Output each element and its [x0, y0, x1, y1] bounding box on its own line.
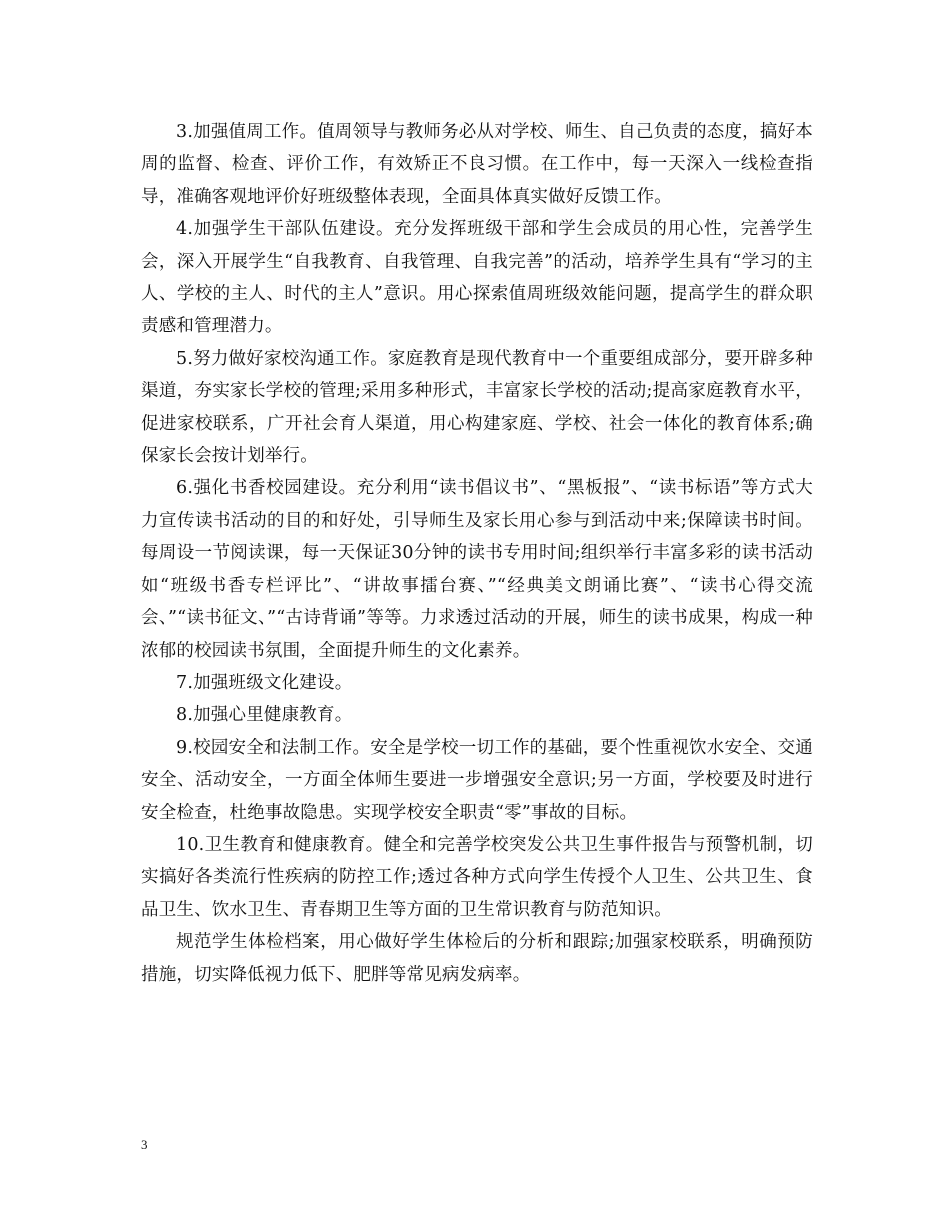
paragraph-home-school: 5.努力做好家校沟通工作。家庭教育是现代教育中一个重要组成部分，要开辟多种渠道，夯实家长学校的管理;采用多种形式，丰富家长学校的活动;提高家庭教育水平，促进家校联系，广开社会育人渠道，用心构建家庭、学校、社会一体化的教育体系;确保家长会按计划举行。 [141, 348, 813, 467]
page-number: 3 [141, 1137, 148, 1152]
paragraph-duty-week: 3.加强值周工作。值周领导与教师务必从对学校、师生、自己负责的态度，搞好本周的监督、检查、评价工作，有效矫正不良习惯。在工作中，每一天深入一线检查指导，准确客观地评价好班级整体表现，全面具体真实做好反馈工作。 [141, 122, 813, 207]
paragraph-mental-health: 8.加强心里健康教育。 [176, 705, 353, 726]
paragraph-campus-safety: 9.校园安全和法制工作。安全是学校一切工作的基础，要个性重视饮水安全、交通安全、活动安全，一方面全体师生要进一步增强安全意识;另一方面，学校要及时进行安全检查，杜绝事故隐患。实现学校安全职责“零”事故的目标。 [141, 737, 813, 823]
document-body [141, 116, 813, 991]
paragraph-physical-exam: 规范学生体检档案，用心做好学生体检后的分析和跟踪;加强家校联系，明确预防措施，切实降低视力低下、肥胖等常见病发病率。 [141, 932, 813, 985]
paragraph-health-education: 10.卫生教育和健康教育。健全和完善学校突发公共卫生事件报告与预警机制，切实搞好各类流行性疾病的防控工作;透过各种方式向学生传授个人卫生、公共卫生、食品卫生、饮水卫生、青春期卫生等方面的卫生常识教育与防范知识。 [141, 834, 813, 920]
paragraph-reading-campus: 6.强化书香校园建设。充分利用“读书倡议书”、“黑板报”、“读书标语”等方式大力宣传读书活动的目的和好处，引导师生及家长用心参与到活动中来;保障读书时间。每周设一节阅读课，每一天保证30分钟的读书专用时间;组织举行丰富多彩的读书活动如“班级书香专栏评比”、“讲故事擂台赛、”“经典美文朗诵比赛”、“读书心得交流会、”“读书征文、”“古诗背诵”等等。力求透过活动的开展，师生的读书成果，构成一种浓郁的校园读书氛围，全面提升师生的文化素养。 [141, 478, 813, 661]
paragraph-class-culture: 7.加强班级文化建设。 [176, 672, 353, 693]
paragraph-student-cadres: 4.加强学生干部队伍建设。充分发挥班级干部和学生会成员的用心性，完善学生会，深入开展学生“自我教育、自我管理、自我完善”的活动，培养学生具有“学习的主人、学校的主人、时代的主人”意识。用心探索值周班级效能问题，提高学生的群众职责感和管理潜力。 [141, 219, 813, 337]
